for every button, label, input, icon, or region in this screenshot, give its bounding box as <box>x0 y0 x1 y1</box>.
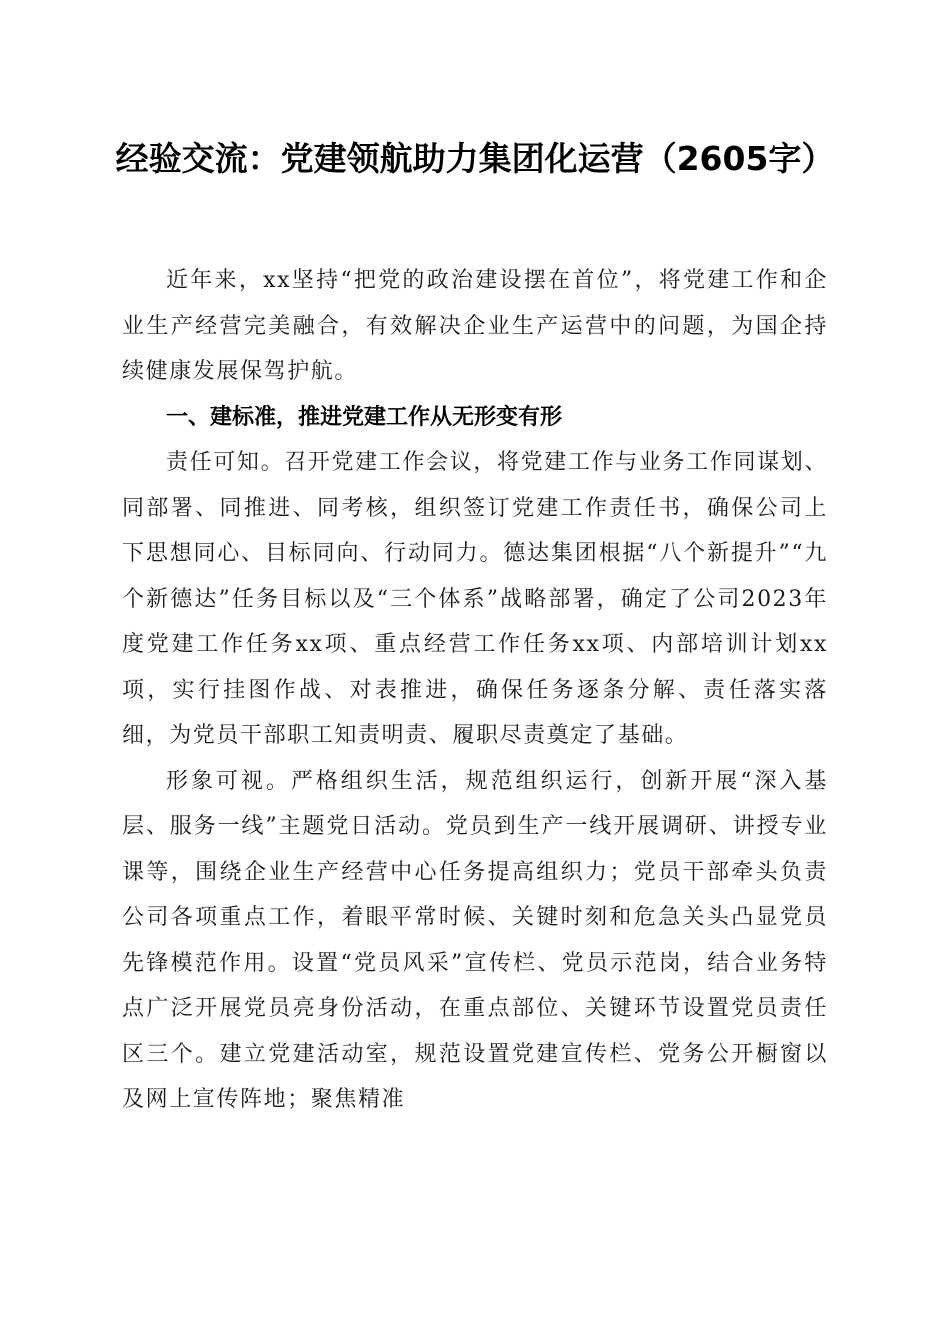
section-heading-1: 一、建标准，推进党建工作从无形变有形 <box>166 404 563 430</box>
paragraph-responsibility: 责任可知。召开党建工作会议，将党建工作与业务工作同谋划、同部署、同推进、同考核，组织签订党建工作责任书，确保公司上下思想同心、目标同向、行动同力。德达集团根据“八个新提升”“九个新德达”任务目标以及“三个体系”战略部署，确定了公司2023年度党建工作任务xx项、重点经营工作任务xx项、内部培训计划xx项，实行挂图作战、对表推进，确保任务逐条分解、责任落实落细，为党员干部职工知责明责、履职尽责奠定了基础。 <box>122 450 828 748</box>
paragraph-image: 形象可视。严格组织生活，规范组织运行，创新开展“深入基层、服务一线”主题党日活动。党员到生产一线开展调研、讲授专业课等，围绕企业生产经营中心任务提高组织力；党员干部牵头负责公司各项重点工作，着眼平常时候、关键时刻和危急关头凸显党员先锋模范作用。设置“党员风采”宣传栏、党员示范岗，结合业务特点广泛开展党员亮身份活动，在重点部位、关键环节设置党员责任区三个。建立党建活动室，规范设置党建宣传栏、党务公开橱窗以及网上宣传阵地；聚焦精准 <box>122 768 828 1112</box>
intro-paragraph: 近年来，xx坚持“把党的政治建设摆在首位”，将党建工作和企业生产经营完美融合，有效解决企业生产运营中的问题，为国企持续健康发展保驾护航。 <box>122 268 828 384</box>
document-title: 经验交流：党建领航助力集团化运营（2605字） <box>115 139 835 178</box>
document-body <box>122 258 828 1123</box>
